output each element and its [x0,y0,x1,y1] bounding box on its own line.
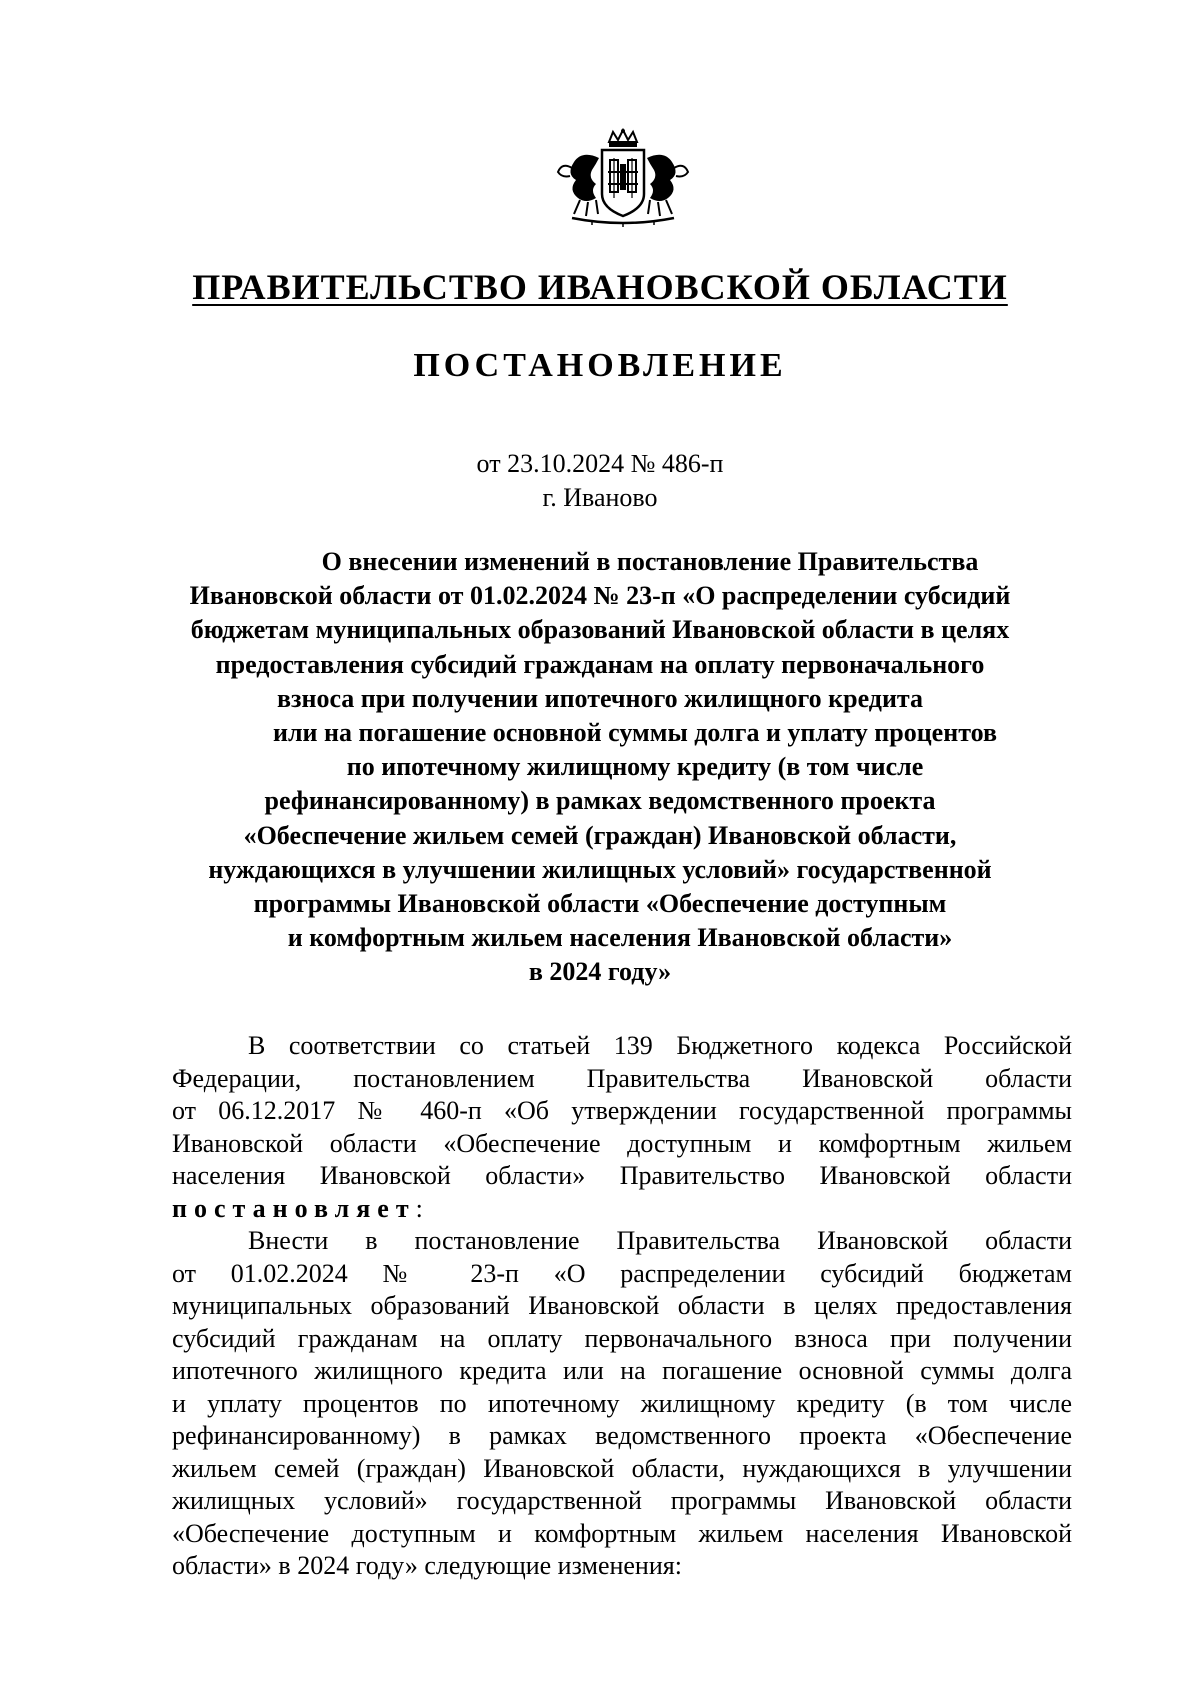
document-type: ПОСТАНОВЛЕНИЕ [413,347,787,384]
title-line: нуждающихся в улучшении жилищных условий» государственной [208,854,992,884]
title-line: взноса при получении ипотечного жилищного кредита [276,683,924,713]
body-line: «Обеспечение доступным и комфортным жильем населения Ивановской [172,1518,1072,1548]
title-line: Ивановской области от 01.02.2024 № 23-п «О распределении субсидий [189,581,1011,611]
body-line: Федерации, постановлением Правительства Ивановской области [172,1063,1072,1093]
paragraph-amendment [172,1225,1072,1583]
title-line: или на погашение основной суммы долга и уплату процентов [272,718,998,748]
body-line: субсидий гражданам на оплату первоначального взноса при получении [172,1323,1072,1353]
body-line: муниципальных образований Ивановской области в целях предоставления [172,1291,1072,1320]
title-line: в 2024 году» [528,957,672,987]
paragraph-preamble [172,1030,1072,1225]
title-line: «Обеспечение жильем семей (граждан) Ивановской области, [243,820,957,850]
body-line: области» в 2024 году» следующие изменения: [172,1551,682,1580]
body-line: и уплату процентов по ипотечному жилищному кредиту (в том числе [172,1388,1072,1418]
body-line: населения Ивановской области» Правительство Ивановской области [172,1161,1072,1190]
title-line: по ипотечному жилищному кредиту (в том числе [346,752,924,782]
coat-of-arms-icon [552,128,694,228]
body-line: Ивановской области «Обеспечение доступным и комфортным жильем [172,1128,1072,1158]
title-line: предоставления субсидий гражданам на оплату первоначального [215,649,985,679]
document-city: г. Иваново [542,483,658,512]
title-line: рефинансированному) в рамках ведомственного проекта [264,786,936,816]
body-line: рефинансированному) в рамках ведомственного проекта «Обеспечение [172,1421,1072,1450]
body-line: ипотечного жилищного кредита или на погашение основной суммы долга [172,1356,1072,1385]
title-line: О внесении изменений в постановление Правительства [321,547,979,576]
document-body [172,1030,1072,1583]
title-line: и комфортным жильем населения Ивановской области» [287,923,953,953]
agency-name: ПРАВИТЕЛЬСТВО ИВАНОВСКОЙ ОБЛАСТИ [192,267,1008,307]
document-title [150,545,1050,990]
document-date-number: от 23.10.2024 № 486-п [476,449,724,478]
body-line: жилищных условий» государственной программы Ивановской области [172,1486,1072,1515]
title-line: бюджетам муниципальных образований Ивановской области в целях [190,615,1010,645]
body-line: от 01.02.2024 № 23-п «О распределении субсидий бюджетам [172,1258,1072,1288]
decree-word: постановляет [172,1193,416,1223]
decree-colon: : [415,1193,423,1223]
body-line: жильем семей (граждан) Ивановской области, нуждающихся в улучшении [172,1453,1072,1483]
title-line: программы Ивановской области «Обеспечение доступным [253,889,947,919]
decree-line [172,1193,1072,1226]
body-line: Внести в постановление Правительства Ивановской области [248,1226,1072,1255]
body-line: В соответствии со статьей 139 Бюджетного кодекса Российской [248,1031,1072,1060]
body-line: от 06.12.2017 № 460-п «Об утверждении государственной программы [172,1096,1072,1125]
